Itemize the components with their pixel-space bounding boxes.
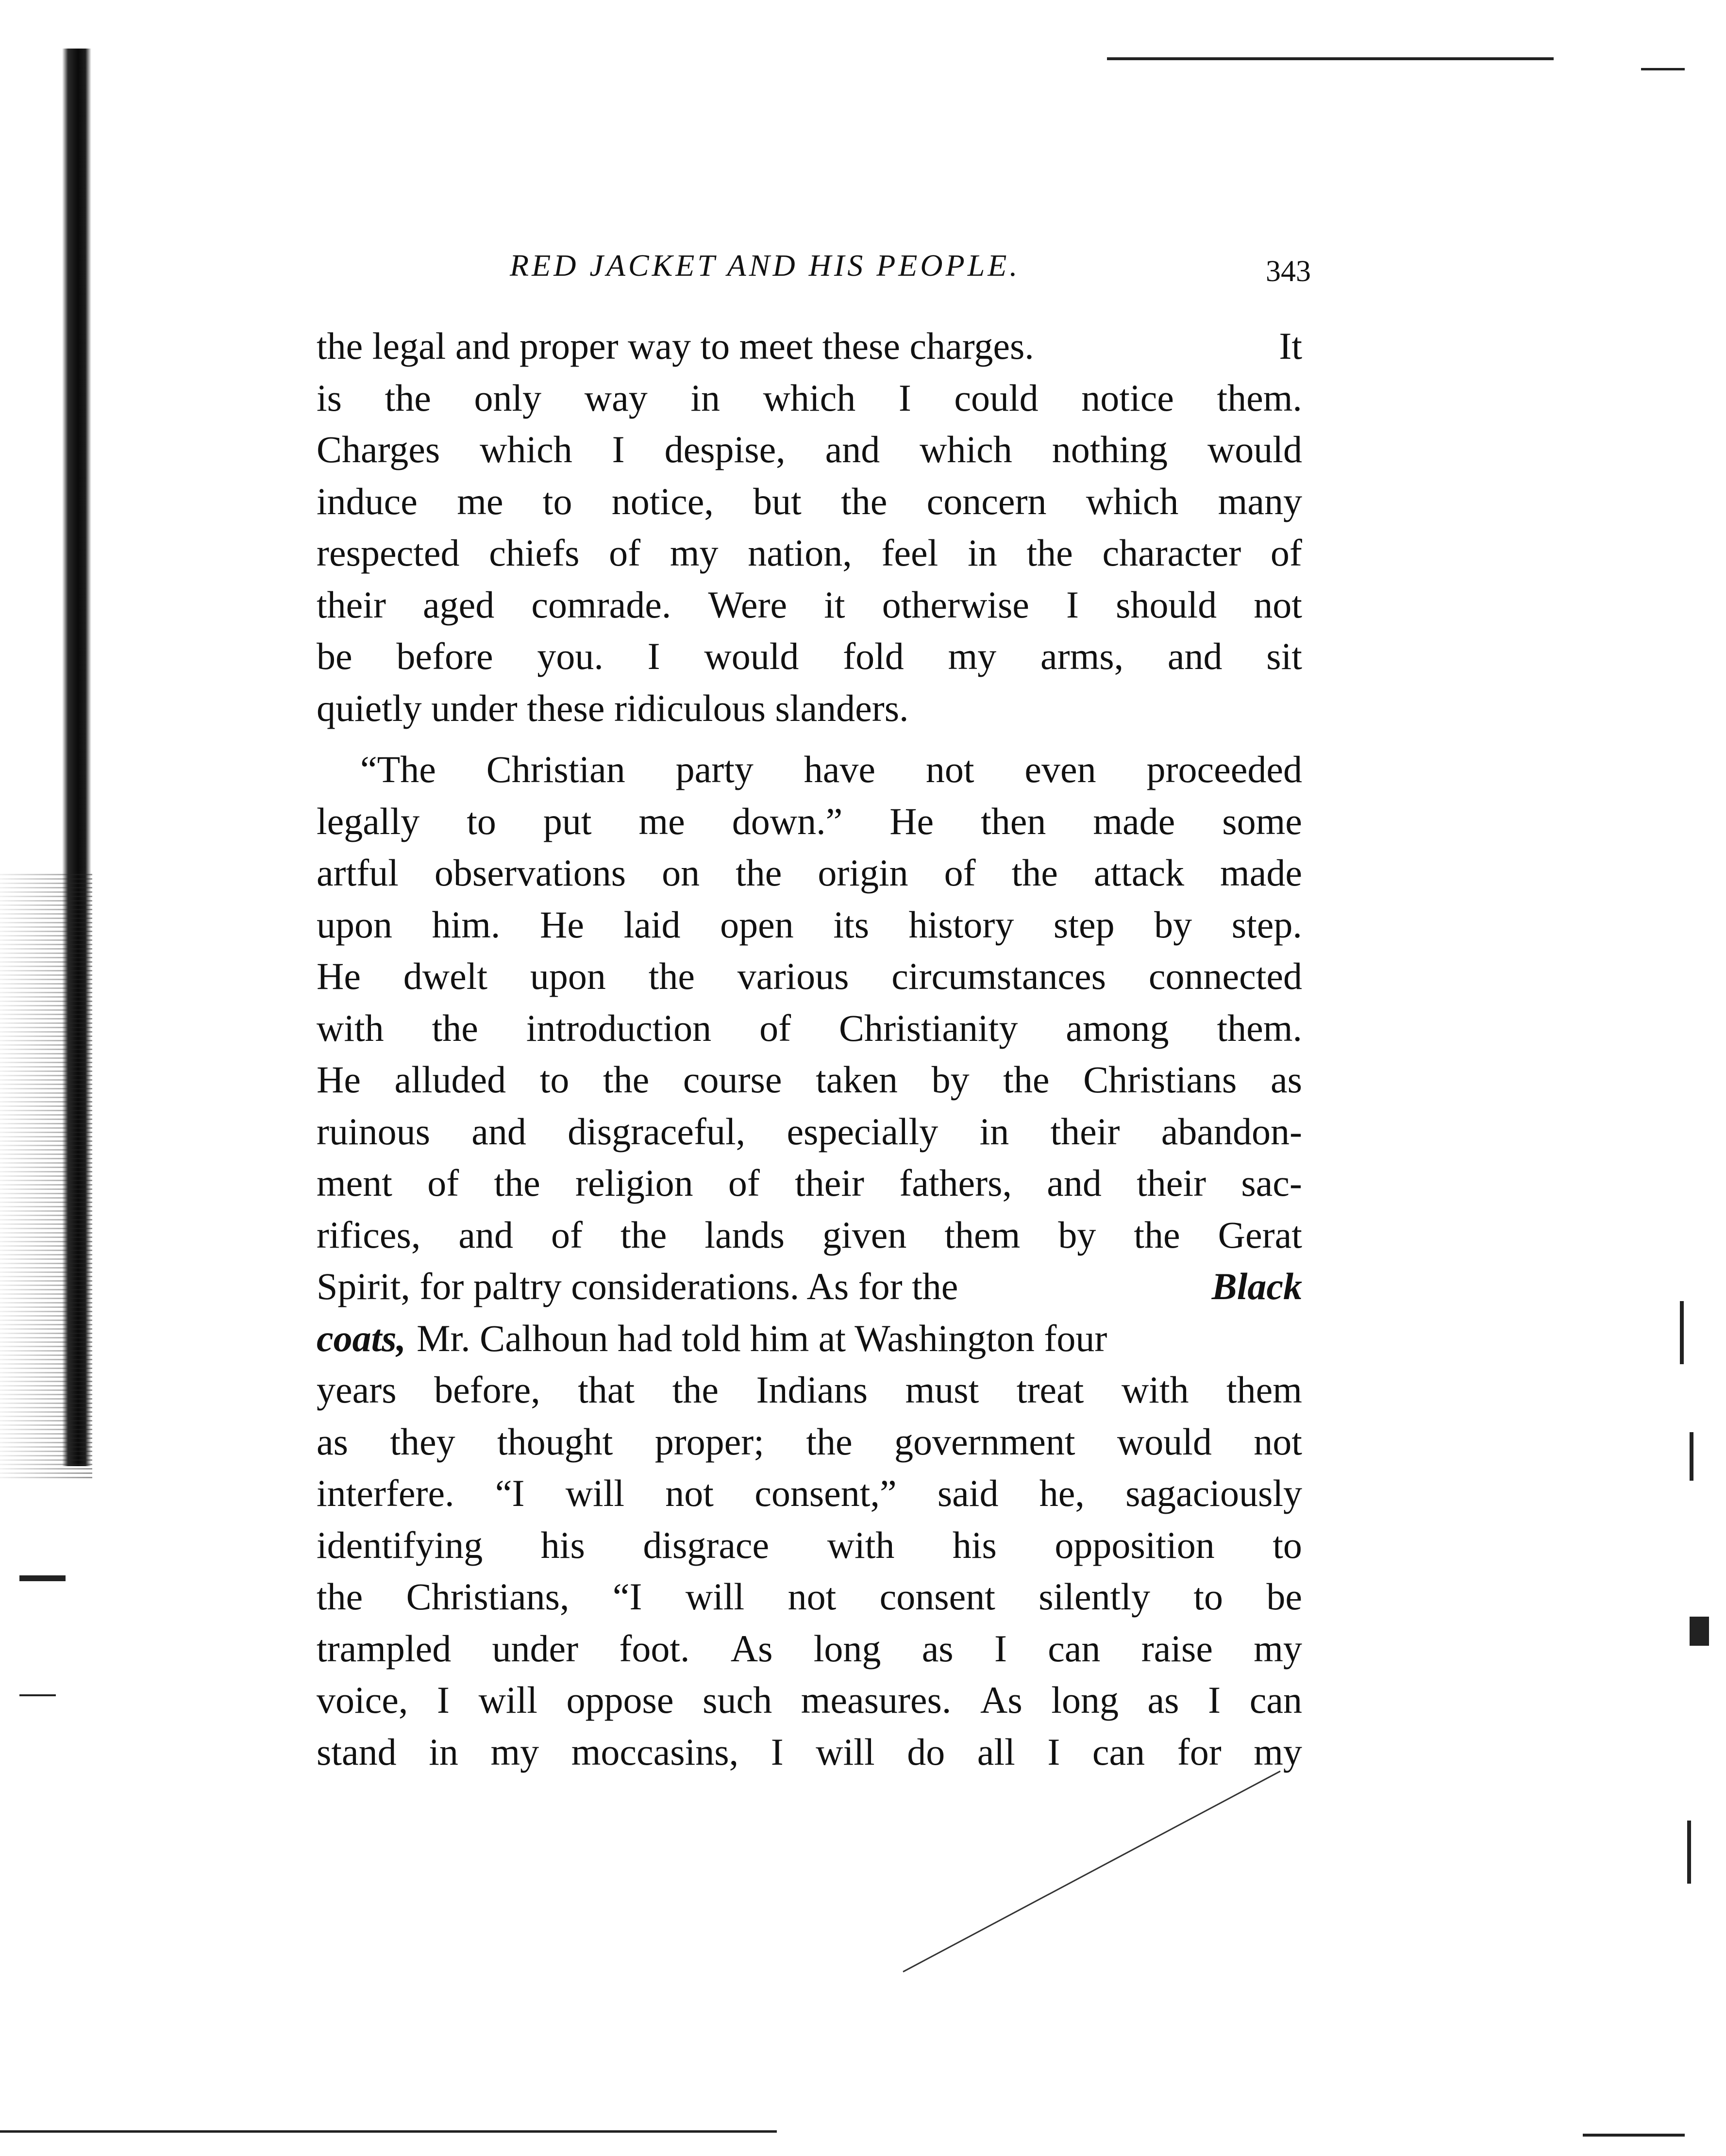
word: consent,” [754,1472,897,1514]
word: notice, [611,480,714,522]
word: I [1066,583,1079,626]
word: and [458,1213,514,1256]
word: put [543,800,592,842]
word: his [540,1523,585,1566]
text-fragment: It [1279,325,1302,367]
word: with [317,1006,384,1049]
word: me [457,480,503,522]
text-line [317,320,1302,372]
word: long [813,1627,881,1670]
word: made [1093,800,1175,842]
text-line [317,1468,1302,1520]
word: to [542,480,572,522]
word: As [730,1627,773,1670]
word: them [944,1213,1021,1256]
word: of [551,1213,583,1256]
word: I [771,1730,784,1773]
word: religion [575,1162,693,1204]
word: could [954,376,1039,419]
word: which [480,428,572,470]
word: introduction [526,1006,712,1049]
scan-mark [19,1694,56,1696]
word: way [584,376,648,419]
word: the [603,1058,650,1101]
word: especially [787,1110,938,1153]
word: Christianity [838,1006,1018,1049]
text-line [317,579,1302,631]
word: as [1147,1679,1179,1721]
word: voice, [317,1679,408,1721]
word: must [905,1369,979,1411]
word: my [1254,1627,1302,1670]
word: in [968,532,997,574]
word: otherwise [882,583,1029,626]
word: laid [623,903,681,946]
word: Christians, [406,1575,570,1618]
word: be [317,635,352,677]
word: some [1222,800,1302,842]
word: circumstances [891,955,1106,997]
word: government [894,1420,1075,1463]
text-line [317,796,1302,848]
text-line [317,631,1302,683]
word: proceeded [1146,748,1302,790]
word: origin [818,852,908,894]
word: thought [497,1420,613,1463]
word: of [759,1006,791,1049]
word: to [539,1058,570,1101]
word: as [317,1420,348,1463]
word: I [994,1627,1007,1670]
text-line [317,1209,1302,1261]
word: by [1154,903,1192,946]
word: their [795,1162,865,1204]
word: as [1271,1058,1302,1101]
word: raise [1141,1627,1213,1670]
word: Gerat [1218,1213,1302,1256]
word: oppose [566,1679,674,1721]
word: I [898,376,911,419]
word: them [1226,1369,1302,1411]
word: in [690,376,720,419]
word: said [937,1472,999,1514]
text-line [317,1313,1302,1365]
word: connected [1148,955,1302,997]
word: of [609,532,641,574]
word: notice [1081,376,1174,419]
word: He [889,800,934,842]
word: Charges [317,428,440,470]
word: would [1207,428,1302,470]
word: can [1092,1730,1145,1773]
scan-mark [1687,1821,1691,1884]
word: in [429,1730,458,1773]
word: many [1218,480,1302,522]
page-header [316,248,1311,301]
word: lands [704,1213,785,1256]
scan-mark [0,2130,777,2133]
word: silently [1039,1575,1150,1618]
word: not [925,748,974,790]
word: have [804,748,875,790]
word: then [981,800,1046,842]
word: them. [1217,1006,1302,1049]
word: the [841,480,888,522]
word: to [467,800,496,842]
word: not [1254,1420,1302,1463]
word: in [979,1110,1009,1153]
word: would [704,635,799,677]
word: with [827,1523,895,1566]
word: such [703,1679,772,1721]
word: given [822,1213,907,1256]
word: as [922,1627,954,1670]
text-line [317,1571,1302,1623]
word: “The [360,748,436,790]
word: identifying [317,1523,483,1566]
word: down.” [732,800,843,842]
text-line [317,372,1302,424]
word: trampled [317,1627,452,1670]
word: my [1254,1730,1302,1773]
text-line [317,424,1302,476]
word: before, [434,1369,540,1411]
text-line [317,1364,1302,1416]
word: “I [612,1575,642,1618]
word: taken [816,1058,898,1101]
word: he, [1039,1472,1085,1514]
word: step [1053,903,1115,946]
scan-mark [1680,1301,1684,1364]
word: made [1220,852,1302,894]
word: sac- [1241,1162,1302,1204]
word: his [952,1523,997,1566]
word: and [825,428,880,470]
text-line [317,1054,1302,1106]
scan-noise [0,874,92,1481]
scan-mark [1641,68,1685,70]
text-line [317,744,1302,796]
word: the [385,376,431,419]
word: and [1047,1162,1102,1204]
word: will [685,1575,745,1618]
word: alluded [394,1058,506,1101]
word: of [1270,532,1302,574]
word: “I [495,1472,525,1514]
word: sagaciously [1125,1472,1302,1514]
word: which [920,428,1012,470]
word: fathers, [899,1162,1012,1204]
word: which [1086,480,1179,522]
word: them. [1217,376,1302,419]
word: for [1177,1730,1222,1773]
word: stand [317,1730,397,1773]
word: their [317,583,386,626]
word: moccasins, [571,1730,739,1773]
word: its [833,903,870,946]
word: on [662,852,700,894]
italic-text: coats, [317,1317,406,1359]
word: arms, [1040,635,1124,677]
word: will [565,1472,625,1514]
text-fragment: Mr. Calhoun had told him at Washington four [417,1317,1107,1359]
word: respected [317,532,460,574]
word: him. [432,903,501,946]
text-line [317,1623,1302,1675]
word: I [1208,1679,1221,1721]
word: will [816,1730,875,1773]
word: I [612,428,625,470]
word: measures. [801,1679,952,1721]
word: the [1026,532,1073,574]
word: the [494,1162,540,1204]
word: with [1121,1369,1189,1411]
word: the [648,955,695,997]
text-fragment: the legal and proper way to meet these charges. [317,325,1034,367]
text-line [317,527,1302,579]
paragraph-break [317,734,1302,744]
word: consent [879,1575,995,1618]
word: comrade. [531,583,671,626]
word: can [1048,1627,1101,1670]
scan-mark [1107,57,1554,60]
word: party [675,748,754,790]
word: which [763,376,856,419]
word: will [478,1679,537,1721]
word: opposition [1055,1523,1215,1566]
word: to [1193,1575,1223,1618]
word: proper; [654,1420,764,1463]
word: aged [423,583,495,626]
text-line [317,899,1302,951]
word: nothing [1052,428,1168,470]
text-line [317,1003,1302,1054]
word: feel [881,532,938,574]
page-number: 343 [1266,255,1311,288]
text-fragment: Spirit, for paltry considerations. As for the [317,1265,958,1307]
word: under [492,1627,579,1670]
word: is [317,376,342,419]
word: upon [530,955,606,997]
word: years [317,1369,397,1411]
word: of [944,852,976,894]
word: of [427,1162,459,1204]
scan-mark [19,1575,66,1581]
word: my [948,635,997,677]
word: induce [317,480,418,522]
word: only [474,376,542,419]
word: before [396,635,493,677]
text-line [317,1106,1302,1158]
word: foot. [619,1627,690,1670]
word: of [728,1162,760,1204]
word: observations [434,852,626,894]
word: upon [317,903,392,946]
word: dwelt [403,955,488,997]
word: nation, [748,532,852,574]
word: and [1167,635,1223,677]
word: they [390,1420,455,1463]
word: course [683,1058,782,1101]
word: the [317,1575,363,1618]
text-line [317,1674,1302,1726]
word: the [1011,852,1058,894]
text-line [317,683,1302,735]
text-line [317,951,1302,1003]
word: ruinous [317,1110,430,1153]
word: among [1066,1006,1169,1049]
word: not [788,1575,837,1618]
word: chiefs [489,532,580,574]
word: the [1134,1213,1180,1256]
word: sit [1266,635,1302,677]
word: I [437,1679,450,1721]
word: the [736,852,782,894]
word: me [638,800,685,842]
word: artful [317,852,399,894]
text-line [317,1157,1302,1209]
word: various [737,955,849,997]
word: He [317,1058,361,1101]
word: character [1102,532,1241,574]
word: interfere. [317,1472,454,1514]
body-text [317,320,1302,1778]
word: step. [1231,903,1302,946]
word: I [1047,1730,1060,1773]
word: despise, [664,428,786,470]
scan-mark [1690,1432,1693,1481]
word: their [1050,1110,1120,1153]
running-head: RED JACKET AND HIS PEOPLE. [510,248,1021,283]
text-line [317,476,1302,528]
word: Were [708,583,788,626]
word: the [620,1213,667,1256]
word: all [977,1730,1015,1773]
word: concern [926,480,1047,522]
word: not [1254,583,1302,626]
word: should [1116,583,1217,626]
word: their [1137,1162,1207,1204]
word: you. [537,635,603,677]
word: to [1273,1523,1302,1566]
word: long [1051,1679,1119,1721]
word: open [720,903,794,946]
text-line [317,1520,1302,1571]
word: He [317,955,361,997]
word: would [1117,1420,1212,1463]
word: even [1024,748,1096,790]
word: the [432,1006,478,1049]
text-line [317,1261,1302,1313]
word: abandon- [1161,1110,1302,1153]
word: and [471,1110,526,1153]
word: treat [1016,1369,1084,1411]
scan-mark [1690,1617,1709,1646]
word: by [931,1058,970,1101]
word: my [670,532,719,574]
word: disgrace [643,1523,770,1566]
text-fragment: quietly under these ridiculous slanders. [317,686,909,729]
italic-text: Black [1211,1265,1302,1307]
text-line [317,1726,1302,1778]
word: my [490,1730,539,1773]
word: I [647,635,660,677]
word: that [578,1369,635,1411]
word: do [907,1730,945,1773]
word: be [1266,1575,1302,1618]
word: Christians [1083,1058,1237,1101]
word: the [806,1420,853,1463]
word: rifices, [317,1213,421,1256]
word: history [908,903,1014,946]
word: Indians [756,1369,868,1411]
word: by [1058,1213,1096,1256]
word: ment [317,1162,392,1204]
scan-stroke [903,1771,1280,1972]
word: can [1249,1679,1302,1721]
word: He [540,903,584,946]
word: legally [317,800,420,842]
scan-mark [1583,2134,1685,2137]
word: fold [843,635,904,677]
word: the [672,1369,719,1411]
word: As [980,1679,1022,1721]
word: disgraceful, [568,1110,746,1153]
text-line [317,1416,1302,1468]
word: not [665,1472,714,1514]
word: it [824,583,845,626]
word: but [753,480,802,522]
word: attack [1093,852,1185,894]
word: Christian [486,748,625,790]
word: the [1003,1058,1050,1101]
text-line [317,847,1302,899]
